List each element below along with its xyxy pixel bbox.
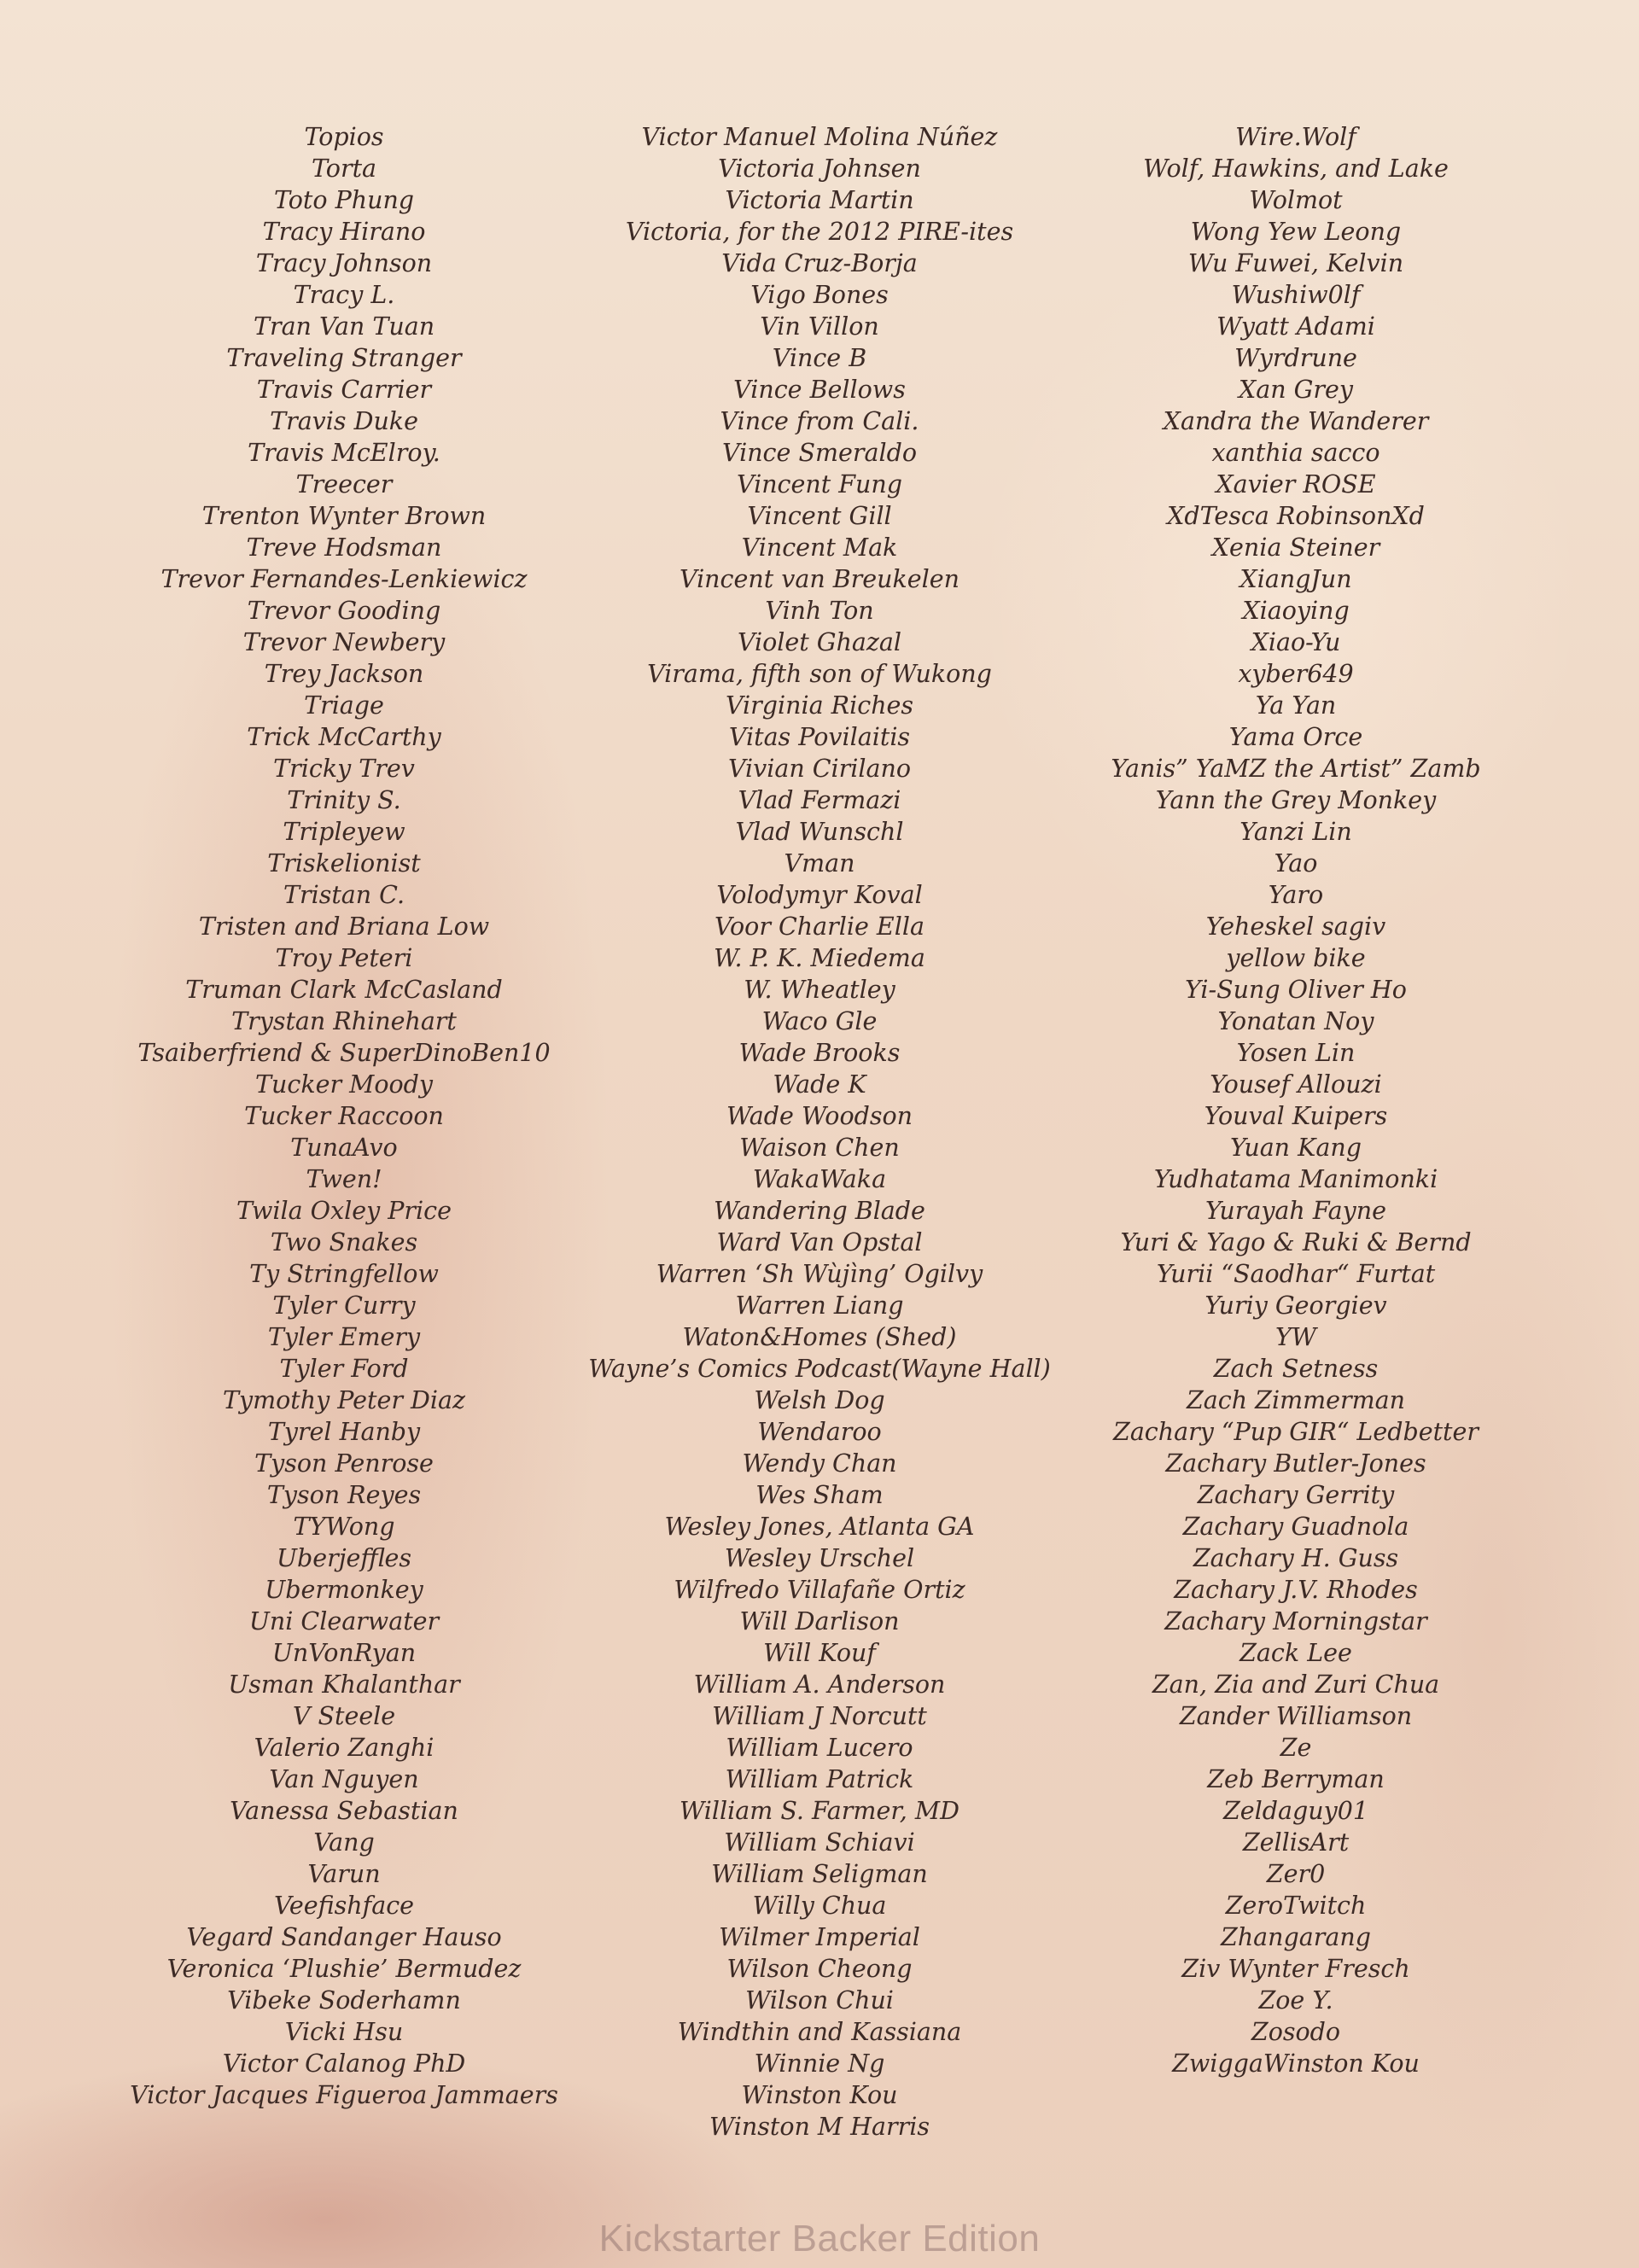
backer-name: Tyler Emery <box>267 1323 421 1351</box>
backer-name: Zachary Butler-Jones <box>1165 1449 1426 1478</box>
backer-name: Yaro <box>1268 881 1324 909</box>
backer-name: Waison Chen <box>739 1134 900 1162</box>
backer-name: Tracy Johnson <box>255 249 433 277</box>
backer-name: Wilfredo Villafañe Ortiz <box>674 1576 965 1604</box>
backer-name: Welsh Dog <box>754 1386 885 1414</box>
backer-name: Xandra the Wanderer <box>1163 407 1429 435</box>
backer-name: Tymothy Peter Diaz <box>223 1386 465 1414</box>
backer-name: Yurii “Saodhar“ Furtat <box>1156 1260 1436 1288</box>
backer-name: Wade K <box>773 1070 866 1099</box>
backer-name: Vman <box>784 849 855 877</box>
backer-name: Tricky Trev <box>273 755 415 783</box>
backer-name: Wendy Chan <box>742 1449 897 1478</box>
backer-name: XiangJun <box>1239 565 1352 593</box>
backer-name: Ya Yan <box>1255 691 1337 720</box>
backer-name: Traveling Stranger <box>226 344 462 372</box>
backer-name: Voor Charlie Ella <box>715 912 924 941</box>
backer-name: xanthia sacco <box>1211 439 1380 467</box>
backer-name: Volodymyr Koval <box>716 881 923 909</box>
backer-name: UnVonRyan <box>271 1639 417 1667</box>
backer-name: Yann the Grey Monkey <box>1155 786 1437 814</box>
backer-name: Twila Oxley Price <box>236 1197 452 1225</box>
backer-name: Willy Chua <box>752 1892 887 1920</box>
backer-name: Wolf, Hawkins, and Lake <box>1143 155 1449 183</box>
backer-list-column-2 <box>555 121 1084 2143</box>
backer-name: Two Snakes <box>270 1228 418 1256</box>
backer-name: Xiao-Yu <box>1251 628 1341 656</box>
backer-name: Wong Yew Leong <box>1190 218 1402 246</box>
backer-name: Wesley Urschel <box>724 1544 915 1572</box>
backer-name: Wilson Chui <box>745 1986 894 2014</box>
backer-name: Waton&Homes (Shed) <box>682 1323 957 1351</box>
backer-name: Vigo Bones <box>750 281 889 309</box>
backer-name: Youval Kuipers <box>1204 1102 1388 1130</box>
backer-name: Ubermonkey <box>265 1576 423 1604</box>
backer-name: Yousef Allouzi <box>1210 1070 1382 1099</box>
backer-name: Winnie Ng <box>754 2049 885 2078</box>
backer-name: Tsaiberfriend & SuperDinoBen10 <box>137 1039 551 1067</box>
backer-name: Vinh Ton <box>765 597 874 625</box>
backer-name: Vince Smeraldo <box>722 439 917 467</box>
backer-name: Truman Clark McCasland <box>185 976 503 1004</box>
backer-name: xyber649 <box>1238 660 1354 688</box>
backer-name: Zeb Berryman <box>1207 1765 1385 1793</box>
backer-name: Wolmot <box>1249 186 1343 214</box>
backer-name: Vegard Sandanger Hauso <box>186 1923 502 1951</box>
backer-name: Vlad Fermazi <box>738 786 901 814</box>
backer-name: Vincent Mak <box>741 533 898 562</box>
backer-name: Zack Lee <box>1239 1639 1352 1667</box>
backer-name: Wushiw0lf <box>1231 281 1361 309</box>
backer-name: Vin Villon <box>760 312 879 341</box>
backer-name: Vida Cruz-Borja <box>721 249 918 277</box>
backer-name: Trevor Newbery <box>242 628 446 656</box>
backer-name: Warren ‘Sh Wùjìng’ Ogilvy <box>656 1260 983 1288</box>
backer-name: Wayne’s Comics Podcast(Wayne Hall) <box>588 1355 1051 1383</box>
backer-name: V Steele <box>292 1702 396 1730</box>
backer-name: Yosen Lin <box>1236 1039 1356 1067</box>
backer-name: YW <box>1274 1323 1317 1351</box>
backer-name: TYWong <box>293 1513 395 1541</box>
backer-name: Wendaroo <box>757 1418 882 1446</box>
backer-name: Travis McElroy. <box>248 439 440 467</box>
backer-name: Wesley Jones, Atlanta GA <box>664 1513 975 1541</box>
backer-name: Virginia Riches <box>725 691 914 720</box>
backer-name: Ze <box>1280 1734 1312 1762</box>
backer-name: Tristan C. <box>283 881 405 909</box>
backer-name: Zosodo <box>1251 2018 1341 2046</box>
backer-name: Victor Calanog PhD <box>222 2049 466 2078</box>
backer-name: Victoria Martin <box>725 186 914 214</box>
backer-name: Wyrdrune <box>1234 344 1357 372</box>
backer-name: Victoria Johnsen <box>718 155 921 183</box>
backer-name: Van Nguyen <box>269 1765 419 1793</box>
backer-name: Warren Liang <box>735 1291 904 1320</box>
backer-name: Troy Peteri <box>275 944 413 972</box>
backer-name: Ward Van Opstal <box>716 1228 923 1256</box>
backer-name: Yuriy Georgiev <box>1204 1291 1387 1320</box>
backer-name: Vincent van Breukelen <box>679 565 959 593</box>
backer-name: Travis Duke <box>270 407 418 435</box>
backer-name: Valerio Zanghi <box>254 1734 435 1762</box>
backer-name: W. Wheatley <box>744 976 895 1004</box>
backer-name: Ziv Wynter Fresch <box>1181 1955 1410 1983</box>
backer-name: Usman Khalanthar <box>228 1670 460 1699</box>
backer-name: Yanis” YaMZ the Artist” Zamb <box>1111 755 1481 783</box>
backer-name: Tristen and Briana Low <box>198 912 490 941</box>
backer-name: Vlad Wunschl <box>735 818 904 846</box>
backer-name: Zachary Guadnola <box>1182 1513 1409 1541</box>
backer-name: Tyrel Hanby <box>267 1418 421 1446</box>
backer-name: Wilson Cheong <box>726 1955 913 1983</box>
backer-name: Wu Fuwei, Kelvin <box>1187 249 1404 277</box>
backer-name: Xavier ROSE <box>1216 470 1376 498</box>
backer-name: Yudhatama Manimonki <box>1153 1165 1438 1193</box>
backer-name: Virama, fifth son of Wukong <box>647 660 992 688</box>
backer-name: Wade Brooks <box>738 1039 901 1067</box>
backer-name: Trey Jackson <box>264 660 424 688</box>
backer-name: Tyson Reyes <box>266 1481 422 1509</box>
backer-name: William J Norcutt <box>712 1702 927 1730</box>
backer-name: Zander Williamson <box>1179 1702 1413 1730</box>
backer-name: Tran Van Tuan <box>253 312 435 341</box>
backer-name: William Patrick <box>725 1765 914 1793</box>
backer-name: Yuri & Yago & Ruki & Bernd <box>1120 1228 1472 1256</box>
backer-name: Yonatan Noy <box>1217 1007 1374 1035</box>
backer-name: Vince Bellows <box>733 376 906 404</box>
backer-name: Wandering Blade <box>714 1197 925 1225</box>
backer-name: Wade Woodson <box>726 1102 913 1130</box>
backer-name: Trick McCarthy <box>247 723 441 751</box>
backer-name: Wilmer Imperial <box>719 1923 920 1951</box>
backer-name: William A. Anderson <box>693 1670 946 1699</box>
backer-name: Twen! <box>306 1165 382 1193</box>
backer-name: Xenia Steiner <box>1211 533 1380 562</box>
backer-name: William Schiavi <box>724 1828 915 1857</box>
backer-name: Vitas Povilaitis <box>728 723 911 751</box>
backer-name: yellow bike <box>1226 944 1366 972</box>
backer-name: Yurayah Fayne <box>1205 1197 1386 1225</box>
backer-name: Vibeke Soderhamn <box>227 1986 461 2014</box>
backer-name: Tucker Raccoon <box>244 1102 444 1130</box>
backer-name: Zhangarang <box>1221 1923 1371 1951</box>
backer-name: Veefishface <box>273 1892 415 1920</box>
backer-name: Zer0 <box>1266 1860 1326 1888</box>
backer-name: Wire.Wolf <box>1235 123 1356 151</box>
backer-name: Winston Kou <box>741 2081 898 2109</box>
backer-name: Zoe Y. <box>1258 1986 1333 2014</box>
backer-name: Tripleyew <box>283 818 405 846</box>
backer-name: William Seligman <box>711 1860 928 1888</box>
backer-name: Vincent Fung <box>737 470 902 498</box>
backer-name: Triskelionist <box>267 849 421 877</box>
backer-name: Zachary J.V. Rhodes <box>1174 1576 1418 1604</box>
backer-name: Uni Clearwater <box>248 1607 440 1635</box>
backer-name: Winston M Harris <box>709 2113 930 2141</box>
backer-name: Zachary Morningstar <box>1164 1607 1427 1635</box>
backer-name: Tracy Hirano <box>262 218 426 246</box>
backer-name: XdTesca RobinsonXd <box>1167 502 1425 530</box>
backer-name: Yi-Sung Oliver Ho <box>1185 976 1407 1004</box>
backer-name: William S. Farmer, MD <box>680 1797 959 1825</box>
backer-name: Vince from Cali. <box>720 407 919 435</box>
backer-name: ZellisArt <box>1242 1828 1350 1857</box>
backer-name: Tyson Penrose <box>254 1449 434 1478</box>
backer-name: William Lucero <box>726 1734 913 1762</box>
backer-name: Vince B <box>772 344 867 372</box>
backer-name: Yanzi Lin <box>1239 818 1352 846</box>
backer-name: Trystan Rhinehart <box>231 1007 457 1035</box>
backer-name: Vang <box>313 1828 375 1857</box>
backer-name: Zeldaguy01 <box>1223 1797 1368 1825</box>
backer-name: Ty Stringfellow <box>249 1260 439 1288</box>
backer-name: Victor Jacques Figueroa Jammaers <box>130 2081 558 2109</box>
backer-name: Vivian Cirilano <box>727 755 912 783</box>
backer-name: Zach Setness <box>1213 1355 1379 1383</box>
backer-name: Yao <box>1274 849 1318 877</box>
backer-name: ZwiggaWinston Kou <box>1172 2049 1420 2078</box>
backer-name: Xan Grey <box>1238 376 1354 404</box>
backer-name: Vincent Gill <box>747 502 892 530</box>
backer-name: W. P. K. Miedema <box>714 944 925 972</box>
backer-name: Tyler Curry <box>272 1291 416 1320</box>
backer-name: Tucker Moody <box>255 1070 433 1099</box>
backer-name: Vanessa Sebastian <box>230 1797 458 1825</box>
backer-name: Zachary H. Guss <box>1193 1544 1399 1572</box>
backer-name: Veronica ‘Plushie’ Bermudez <box>166 1955 522 1983</box>
backer-name: WakaWaka <box>752 1165 887 1193</box>
backer-name: Uberjeffles <box>276 1544 412 1572</box>
backer-name: Treecer <box>295 470 393 498</box>
backer-name: Trevor Gooding <box>247 597 441 625</box>
backer-name: Will Darlison <box>739 1607 900 1635</box>
backer-name: Zach Zimmerman <box>1187 1386 1405 1414</box>
backer-name: Tracy L. <box>293 281 395 309</box>
backer-name: Torta <box>311 155 377 183</box>
backer-name: Toto Phung <box>273 186 415 214</box>
backer-name: Violet Ghazal <box>737 628 902 656</box>
backer-name: Trinity S. <box>287 786 401 814</box>
backer-name: Wyatt Adami <box>1216 312 1375 341</box>
backer-name: Varun <box>307 1860 381 1888</box>
backer-name: Zachary “Pup GIR“ Ledbetter <box>1113 1418 1479 1446</box>
backer-name: Vicki Hsu <box>284 2018 404 2046</box>
backer-name: Will Kouf <box>763 1639 876 1667</box>
backer-name: Wes Sham <box>755 1481 884 1509</box>
backer-name: Victoria, for the 2012 PIRE-ites <box>625 218 1014 246</box>
backer-name: Tyler Ford <box>279 1355 409 1383</box>
backer-name: Topios <box>304 123 384 151</box>
backer-name: Trenton Wynter Brown <box>201 502 487 530</box>
backer-name: Trevor Fernandes-Lenkiewicz <box>160 565 528 593</box>
backer-list-column-1 <box>79 121 609 2111</box>
backer-name: Windthin and Kassiana <box>677 2018 962 2046</box>
edition-footer: Kickstarter Backer Edition <box>598 2218 1041 2259</box>
backer-name: Yuan Kang <box>1230 1134 1362 1162</box>
backer-name: Travis Carrier <box>256 376 432 404</box>
backer-name: Victor Manuel Molina Núñez <box>641 123 998 151</box>
backer-list-column-3 <box>1031 121 1560 2079</box>
backer-name: Yeheskel sagiv <box>1205 912 1386 941</box>
backer-name: ZeroTwitch <box>1225 1892 1367 1920</box>
backer-name: Zachary Gerrity <box>1197 1481 1395 1509</box>
backer-name: Xiaoying <box>1242 597 1350 625</box>
backer-name: Treve Hodsman <box>246 533 442 562</box>
backer-name: Triage <box>304 691 384 720</box>
backer-name: TunaAvo <box>290 1134 398 1162</box>
backer-name: Waco Gle <box>761 1007 878 1035</box>
backer-name: Zan, Zia and Zuri Chua <box>1152 1670 1440 1699</box>
backer-name: Yama Orce <box>1228 723 1363 751</box>
